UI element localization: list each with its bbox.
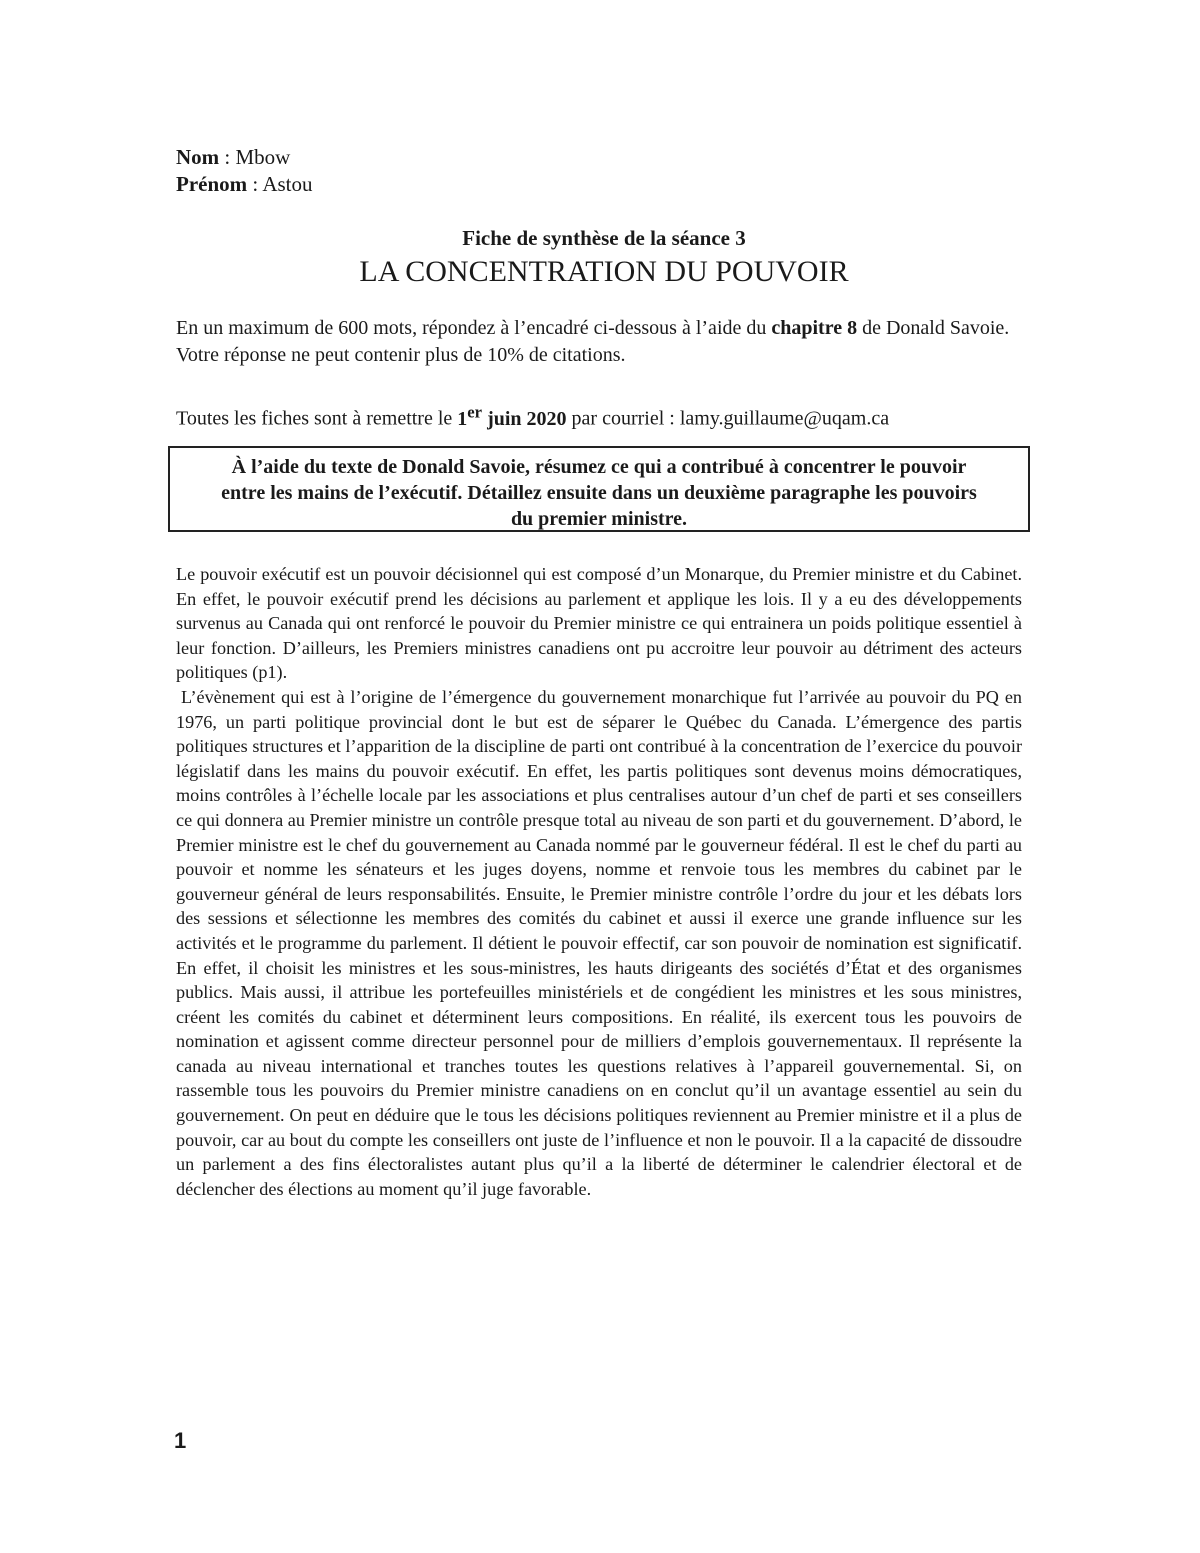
question-box: À l’aide du texte de Donald Savoie, résumez ce qui a contribué à concentrer le pouvoir entre les mains de l’exécutif. Détaillez ensuite dans un deuxième paragraphe les pouvoirs du premier ministre.: [168, 446, 1030, 532]
instructions-text: de Donald Savoie. Votre réponse ne peut contenir plus de 10% de citations.: [176, 317, 1010, 366]
answer-text: [176, 562, 1022, 1201]
prenom-label: Prénom: [176, 172, 248, 196]
nom-line: [176, 144, 313, 171]
nom-label: Nom: [176, 145, 220, 169]
answer-paragraph-1: Le pouvoir exécutif est un pouvoir décisionnel qui est composé d’un Monarque, du Premier ministre et du Cabinet. En effet, le pouvoir exécutif prend les décisions au parlement et applique les lois. Il y a eu des développements survenus au Canada qui ont renforcé le pouvoir du Premier ministre ce qui entrainera un poids politique essentiel à leur fonction. D’ailleurs, les Premiers ministres canadiens ont pu accroitre leur pouvoir au détriment des acteurs politiques (p1).: [176, 564, 1022, 683]
title-block: [176, 225, 1032, 291]
prenom-value: : Astou: [247, 172, 313, 196]
prenom-line: [176, 171, 313, 198]
instructions-word-limit: [176, 315, 1036, 369]
instructions-text: En un maximum de 600 mots, répondez à l’encadré ci-dessous à l’aide du: [176, 317, 772, 339]
answer-paragraph-2: L’évènement qui est à l’origine de l’émergence du gouvernement monarchique fut l’arrivée au pouvoir du PQ en 1976, un parti politique provincial dont le but est de séparer le Québec du Canada. L’émergence des partis politiques structures et l’apparition de la discipline de parti ont contribué à la concentration de l’exercice du pouvoir législatif dans les mains du pouvoir exécutif. En effet, les partis politiques sont devenus moins démocratiques, moins contrôles à l’échelle locale par les associations et plus centralises autour d’un chef de parti et ses conseillers ce qui donnera au Premier ministre un contrôle presque total au niveau de son parti et du gouvernement. D’abord, le Premier ministre est le chef du gouvernement au Canada nommé par le gouverneur fédéral. Il est le chef du parti au pouvoir et nomme les sénateurs et les juges doyens, nomme et renvoie tous les membres du cabinet par le gouverneur général de leurs responsabilités. Ensuite, le Premier ministre contrôle l’ordre du jour et les débats lors des sessions et sélectionne les membres des comités du cabinet et aussi il exerce une grande influence sur les activités et le programme du parlement. Il détient le pouvoir effectif, car son pouvoir de nomination est significatif. En effet, il choisit les ministres et les sous-ministres, les hauts dirigeants des sociétés d’État et des organismes publics. Mais aussi, il attribue les portefeuilles ministériels et de congédient les ministres et les sous ministres, créent les comités du cabinet et déterminent leurs compositions. En réalité, ils exercent tous les pouvoirs de nomination et agissent comme directeur personnel pour de milliers d’emplois gouvernementaux. Il représente la canada au niveau international et tranches toutes les questions relatives à l’appareil gouvernemental. Si, on rassemble tous les pouvoirs du Premier ministre canadiens on en conclut qu’il un avantage essentiel au sein du gouvernement. On peut en déduire que le tous les décisions politiques reviennent au Premier ministre et il a plus de pouvoir, car au bout du compte les conseillers ont juste de l’influence et non le pouvoir. Il a la capacité de dissoudre un parlement a des fins électoralistes autant plus qu’il a la liberté de déterminer le calendrier électoral et de déclencher des élections au moment qu’il juge favorable.: [176, 686, 1022, 1199]
document-title: LA CONCENTRATION DU POUVOIR: [359, 255, 849, 288]
nom-value: : Mbow: [219, 145, 291, 169]
deadline-month-year: juin 2020: [482, 407, 567, 430]
instructions: [176, 315, 1036, 433]
deadline-date: [457, 402, 567, 430]
deadline-day-suffix: er: [467, 402, 483, 421]
deadline-email-text: par courriel : lamy.guillaume@uqam.ca: [566, 407, 890, 430]
page-number: 1: [174, 1428, 187, 1453]
deadline-day: 1: [457, 407, 468, 430]
instructions-deadline: [176, 398, 1036, 433]
student-info: [176, 144, 313, 198]
document-subtitle: Fiche de synthèse de la séance 3: [462, 226, 746, 250]
chapter-reference: chapitre 8: [771, 317, 858, 339]
deadline-text: Toutes les fiches sont à remettre le: [176, 407, 458, 430]
